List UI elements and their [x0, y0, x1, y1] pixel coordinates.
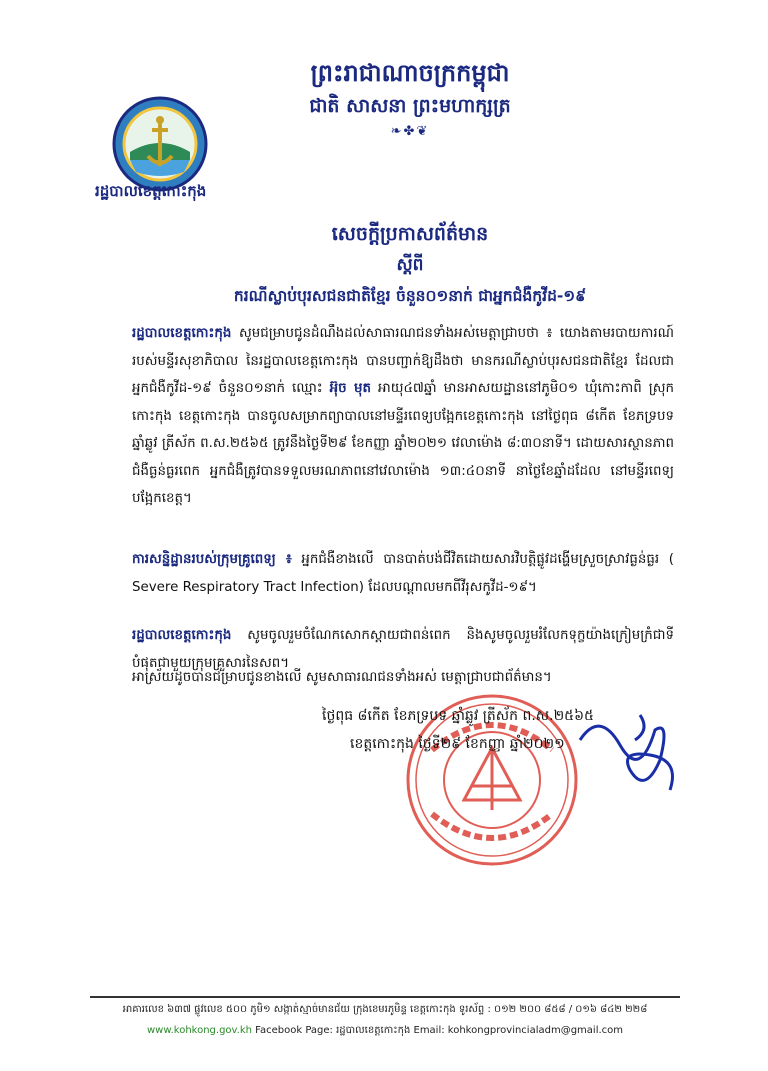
- patient-name: អ៊ុច មុត: [329, 381, 371, 396]
- footer-divider: [90, 996, 680, 998]
- document-title: សេចក្តីប្រកាសព័ត៌មាន: [331, 223, 489, 245]
- paragraph-conclusion: [132, 546, 674, 601]
- paragraph-closing: អាស្រ័យដូចបានជម្រាបជូនខាងលើ សូមសាធារណជនទាំងអស់ មេត្តាជ្រាបជាព័ត៌មាន។: [132, 670, 552, 685]
- paragraph-text: អ្នកជំងឺខាងលើ បានបាត់បង់ជីវិតដោយសារវិបត្តិផ្លូវដង្ហើមស្រួចស្រាវធ្ងន់ធ្ងរ ( Severe Respiratory Tract Infection) ដែលបណ្តាលមកពីវីរុសកូវីដ-១៩។: [132, 552, 674, 595]
- kingdom-heading: ព្រះរាជាណាចក្រកម្ពុជា: [310, 59, 510, 87]
- footer-address: អាគារលេខ ៦៣៧ ផ្លូវលេខ ៥០០ ភូមិ១ សង្កាត់ស្មាច់មានជ័យ ក្រុងខេមរភូមិន្ទ ខេត្តកោះកុង ទូរស័ព្ទ : ០១២ ២០០ ៨៥៨ / ០១៦ ៨៤២ ២២៨: [122, 1004, 648, 1015]
- paragraph-text: សូមជម្រាបជូនដំណឹងដល់សាធារណជនទាំងអស់មេត្តាជ្រាបថា ៖ យោងតាមរបាយការណ៍របស់មន្ទីរសុខាភិបាល នៃរដ្ឋបាលខេត្តកោះកុង បានបញ្ជាក់ឱ្យដឹងថា មានករណីស្លាប់បុរសជនជាតិខ្មែរ ដែលជាអ្នកជំងឺកូវីដ-១៩ ចំនួន០១នាក់ ឈ្មោះ: [132, 326, 674, 396]
- provincial-emblem-icon: [110, 94, 210, 194]
- document-about: ស្តីពី: [396, 255, 424, 275]
- paragraph-lead: រដ្ឋបាលខេត្តកោះកុង: [132, 326, 232, 341]
- footer-contact: [90, 1023, 680, 1038]
- paragraph-lead: រដ្ឋបាលខេត្តកោះកុង: [132, 628, 232, 643]
- website-link[interactable]: www.kohkong.gov.kh: [146, 1025, 252, 1036]
- national-motto: ជាតិ សាសនា ព្រះមហាក្សត្រ: [309, 95, 511, 117]
- solar-date: ខេត្តកោះកុង ថ្ងៃទី២៩ ខែកញ្ញា ឆ្នាំ២០២១: [350, 736, 565, 752]
- document-subject: ករណីស្លាប់បុរសជនជាតិខ្មែរ ចំនួន០១នាក់ ជាអ្នកជំងឺកូវីដ-១៩: [233, 287, 587, 305]
- paragraph-text: សូមចូលរួមចំណែកសោកស្តាយជាពន់ពេក និងសូមចូលរួមរំលែកទុក្ខយ៉ាងក្រៀមក្រំជាទីបំផុតជាមួយក្រុមគ្រួសារនៃសព។: [132, 628, 674, 671]
- paragraph-text: អាយុ៤៧ឆ្នាំ មានអាសយដ្ឋាននៅភូមិ០១ ឃុំកោះកាពិ ស្រុកកោះកុង ខេត្តកោះកុង បានចូលសម្រាកព្យាបាលនៅមន្ទីរពេទ្យបង្អែកខេត្តកោះកុង នៅថ្ងៃពុធ ៨កើត ខែភទ្របទ ឆ្នាំឆ្លូវ ត្រីស័ក ព.ស.២៥៦៥ ត្រូវនឹងថ្ងៃទី២៩ ខែកញ្ញា ឆ្នាំ២០២១ វេលាម៉ោង ៨:៣០នាទី។ ដោយសារស្ថានភាពជំងឺធ្ងន់ធ្ងរពេក អ្នកជំងឺត្រូវបានទទួលមរណភាពនៅវេលាម៉ោង ១៣:៤០នាទី នាថ្ងៃខែឆ្នាំដដែល នៅមន្ទីរពេទ្យបង្អែកខេត្ត។: [132, 381, 674, 506]
- facebook-email: Facebook Page: រដ្ឋបាលខេត្តកោះកុង Email: kohkongprovincialadm@gmail.com: [252, 1025, 624, 1036]
- paragraph-announcement: [132, 320, 674, 513]
- signature-icon: [560, 700, 690, 810]
- organization-name: រដ្ឋបាលខេត្តកោះកុង: [95, 182, 207, 200]
- lunar-date: ថ្ងៃពុធ ៨កើត ខែភទ្របទ ឆ្នាំឆ្លូវ ត្រីស័ក ព.ស.២៥៦៥: [322, 708, 594, 724]
- ornament-divider: ❧✤❦: [390, 124, 430, 139]
- paragraph-lead: ការសន្និដ្ឋានរបស់ក្រុមគ្រូពេទ្យ ៖: [132, 552, 292, 567]
